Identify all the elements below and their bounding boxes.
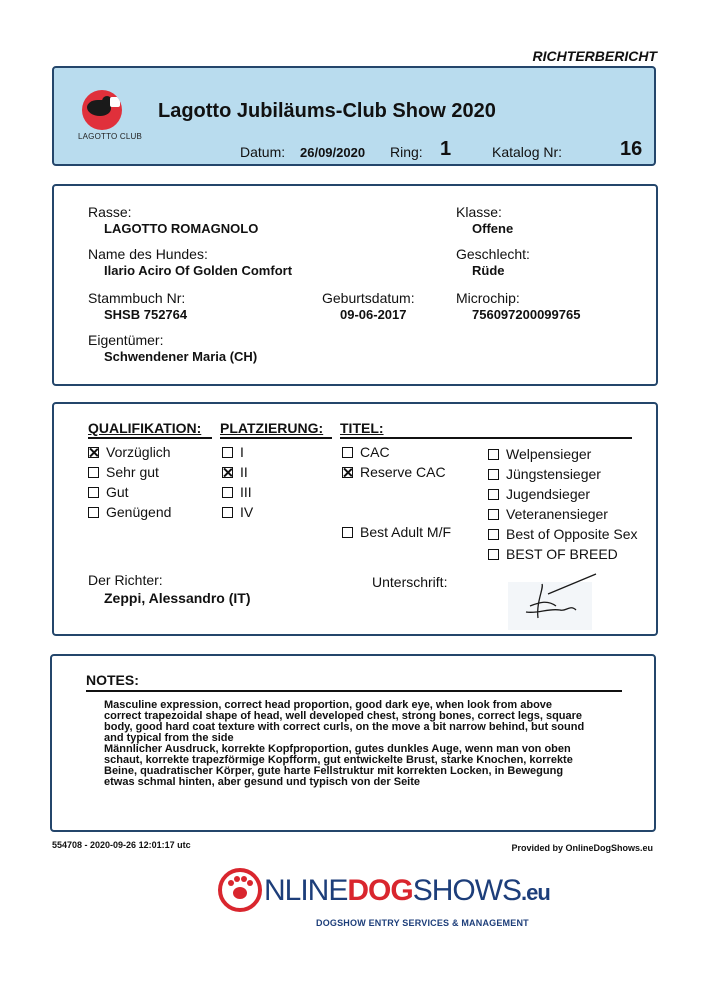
brand-part-eu: .eu <box>521 880 550 905</box>
sex-value: Rüde <box>472 263 505 278</box>
qualification-heading: QUALIFIKATION: <box>88 420 202 436</box>
checkbox-icon[interactable] <box>222 447 233 458</box>
option-label: III <box>240 484 252 500</box>
qualification-option[interactable] <box>88 484 129 500</box>
document-id-timestamp: 554708 - 2020-09-26 12:01:17 utc <box>52 840 191 850</box>
title-option[interactable] <box>342 524 451 540</box>
placement-heading: PLATZIERUNG: <box>220 420 324 436</box>
provider-credit: Provided by OnlineDogShows.eu <box>511 843 653 853</box>
option-label: I <box>240 444 244 460</box>
option-label: Best of Opposite Sex <box>506 526 638 542</box>
notes-heading: NOTES: <box>86 672 139 688</box>
checkbox-icon[interactable] <box>88 467 99 478</box>
option-label: Veteranensieger <box>506 506 608 522</box>
judge-value: Zeppi, Alessandro (IT) <box>104 590 251 606</box>
checkbox-icon[interactable] <box>488 509 499 520</box>
brand-part-shows: SHOWS <box>412 874 522 907</box>
class-value: Offene <box>472 221 514 236</box>
microchip-label: Microchip: <box>456 290 520 306</box>
club-logo-emblem <box>82 90 122 130</box>
option-label: Best Adult M/F <box>360 524 452 540</box>
ring-value: 1 <box>440 138 452 160</box>
title-option[interactable] <box>342 464 446 480</box>
club-logo <box>68 90 143 144</box>
checkbox-icon[interactable] <box>488 449 499 460</box>
report-type-label: RICHTERBERICHT <box>532 48 657 64</box>
checkbox-icon[interactable] <box>88 487 99 498</box>
title-option[interactable] <box>488 486 590 502</box>
dog-name-label: Name des Hundes: <box>88 246 208 262</box>
show-title: Lagotto Jubiläums-Club Show 2020 <box>158 100 496 122</box>
notes-panel <box>50 654 656 832</box>
checkbox-icon[interactable] <box>222 487 233 498</box>
option-label: Vorzüglich <box>106 444 171 460</box>
birthdate-label: Geburtsdatum: <box>322 290 415 306</box>
title-option[interactable] <box>488 446 591 462</box>
option-label: BEST OF BREED <box>506 546 618 562</box>
onlinedogshows-logo <box>218 866 550 936</box>
owner-label: Eigentümer: <box>88 332 164 348</box>
brand-wordmark <box>264 874 550 910</box>
birthdate-value: 09-06-2017 <box>340 307 407 322</box>
sex-label: Geschlecht: <box>456 246 530 262</box>
title-option[interactable] <box>488 466 601 482</box>
checkbox-icon[interactable] <box>488 549 499 560</box>
swiss-cross-icon <box>110 97 120 107</box>
option-label: Reserve CAC <box>360 464 446 480</box>
catalog-value: 16 <box>620 138 643 160</box>
title-heading: TITEL: <box>340 420 384 436</box>
checkbox-icon[interactable] <box>222 467 233 478</box>
checkbox-icon[interactable] <box>488 529 499 540</box>
judge-signature <box>478 572 598 632</box>
checkbox-icon[interactable] <box>488 489 499 500</box>
judge-label: Der Richter: <box>88 572 163 588</box>
dog-name-value: Ilario Aciro Of Golden Comfort <box>104 263 293 278</box>
placement-option[interactable] <box>222 484 252 500</box>
studbook-label: Stammbuch Nr: <box>88 290 186 306</box>
checkbox-icon[interactable] <box>222 507 233 518</box>
option-label: II <box>240 464 248 480</box>
option-label: Jüngstensieger <box>506 466 601 482</box>
title-option[interactable] <box>488 506 608 522</box>
qualification-option[interactable] <box>88 444 171 460</box>
title-rule <box>340 437 632 439</box>
option-label: Gut <box>106 484 129 500</box>
studbook-value: SHSB 752764 <box>104 307 188 322</box>
placement-option[interactable] <box>222 464 248 480</box>
notes-text: Masculine expression, correct head proportion, good dark eye, when look from above correct trapezoidal shape of head, well developed chest, strong bones, correct legs, square body, good hard coat texture with correct curls, on the move a bit narrow behind, but sound and typical from the side Männlicher Ausdruck, korrekte Kopfproportion, gutes dunkles Auge, wenn man von oben schaut, korrekte trapezförmige Kopfform, gut entwickelte Brust, starke Knochen, korrekte Beine, quadratischer Körper, gute harte Fellstruktur mit korrekten Locken, in Bewegung etwas schmal hinten, aber gesund und typisch von der Seite <box>104 699 585 788</box>
option-label: IV <box>240 504 254 520</box>
class-label: Klasse: <box>456 204 502 220</box>
title-option[interactable] <box>342 444 390 460</box>
qualification-rule <box>88 437 212 439</box>
brand-part-dog: DOG <box>347 874 413 907</box>
title-option[interactable] <box>488 546 618 562</box>
ring-label: Ring: <box>390 144 423 160</box>
qualification-option[interactable] <box>88 504 171 520</box>
placement-rule <box>220 437 332 439</box>
owner-value: Schwendener Maria (CH) <box>104 349 258 364</box>
title-option[interactable] <box>488 526 638 542</box>
brand-part-nline: NLINE <box>264 874 348 907</box>
paw-icon <box>218 868 262 912</box>
club-logo-text: LAGOTTO CLUB <box>77 132 143 141</box>
catalog-label: Katalog Nr: <box>492 144 563 160</box>
checkbox-icon[interactable] <box>88 507 99 518</box>
signature-label: Unterschrift: <box>372 574 448 590</box>
option-label: Jugendsieger <box>506 486 591 502</box>
microchip-value: 756097200099765 <box>472 307 581 322</box>
option-label: Sehr gut <box>106 464 159 480</box>
brand-tagline: DOGSHOW ENTRY SERVICES & MANAGEMENT <box>316 918 529 928</box>
breed-label: Rasse: <box>88 204 132 220</box>
checkbox-icon[interactable] <box>342 527 353 538</box>
option-label: Genügend <box>106 504 172 520</box>
checkbox-icon[interactable] <box>488 469 499 480</box>
checkbox-icon[interactable] <box>88 447 99 458</box>
show-header <box>52 66 656 166</box>
option-label: CAC <box>360 444 390 460</box>
placement-option[interactable] <box>222 444 244 460</box>
date-value: 26/09/2020 <box>300 145 366 160</box>
qualification-option[interactable] <box>88 464 159 480</box>
placement-option[interactable] <box>222 504 253 520</box>
notes-rule <box>86 690 622 692</box>
breed-value: LAGOTTO ROMAGNOLO <box>104 221 259 236</box>
option-label: Welpensieger <box>506 446 592 462</box>
date-label: Datum: <box>240 144 286 160</box>
checkbox-icon[interactable] <box>342 447 353 458</box>
checkbox-icon[interactable] <box>342 467 353 478</box>
dog-info-panel <box>52 184 658 386</box>
